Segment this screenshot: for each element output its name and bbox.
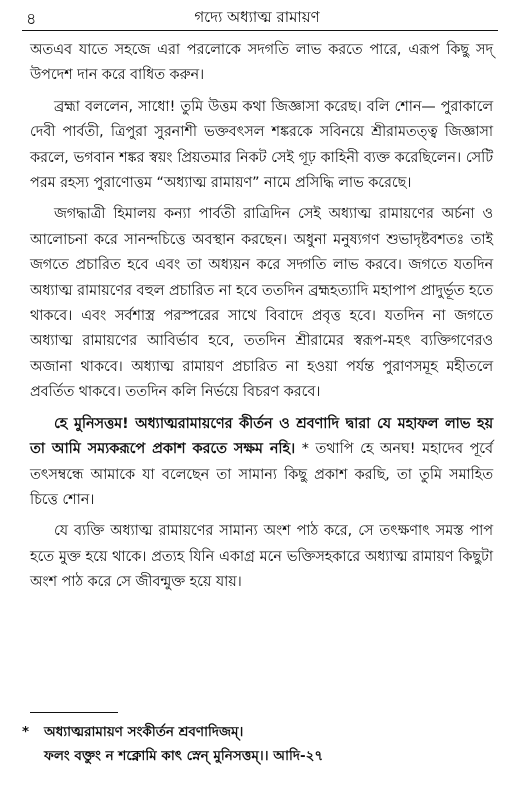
paragraph-4 xyxy=(30,412,493,514)
paragraph-3: জগদ্ধাত্রী হিমালয় কন্যা পার্বতী রাত্রিদিন সেই অধ্যাত্ম রামায়ণের অর্চনা ও আলোচনা করে সানন্দচিত্তে অবস্থান করছেন। অধুনা মনুষ্যগণ শুভাদৃষ্টবশতঃ তাই জগতে প্রচারিত হবে এবং তা অধ্যয়ন করে সদ্গতি লাভ করবে। জগতে যতদিন অধ্যাত্ম রামায়ণের বহুল প্রচারিত না হবে ততদিন ব্রহ্মহত্যাদি মহাপাপ প্রাদুর্ভূত হতে থাকবে। এবং সর্বশাস্ত্র পরস্পরের সাথে বিবাদে প্রবৃত্ত হবে। যতদিন না জগতে অধ্যাত্ম রামায়ণের আবির্ভাব হবে, ততদিন শ্রীরামের স্বরূপ-মহৎ ব্যক্তিগণেরও অজানা থাকবে। অধ্যাত্ম রামায়ণ প্রচারিত না হওয়া পর্যন্ত পুরাণসমূহ মহীতলে প্রবর্তিত থাকবে। ততদিন কলি নির্ভয়ে বিচরণ করবে। xyxy=(30,206,493,401)
footnote-line-2: ফলং বক্তুং ন শক্নোমি কাৎ স্নেন্‌ মুনিসত্তম্‌।। আদি-২৭ xyxy=(44,748,324,764)
page-header xyxy=(0,2,514,28)
paragraph-1: অতএব যাতে সহজে এরা পরলোকে সদগতি লাভ করতে পারে, এরূপ কিছু সদ্‌ উপদেশ দান করে বাধিত করুন। xyxy=(30,42,493,84)
footnote xyxy=(22,720,492,768)
header-rule xyxy=(22,30,498,31)
footnote-marker: * xyxy=(22,724,30,740)
running-title: গদ্যে অধ্যাত্ম রামায়ণ xyxy=(194,8,320,26)
paragraph-5: যে ব্যক্তি অধ্যাত্ম রামায়ণের সামান্য অংশ পাঠ করে, সে তৎক্ষণাৎ সমস্ত পাপ হতে মুক্ত হয়ে থাকে। প্রত্যহ যিনি একাগ্র মনে ভক্তিসহকারে অধ্যাত্ম রামায়ণ কিছুটা অংশ পাঠ করে সে জীবন্মুক্ত হয়ে যায়। xyxy=(30,523,493,591)
page-body xyxy=(30,38,493,596)
paragraph-2: ব্রহ্মা বললেন, সাধো! তুমি উত্তম কথা জিজ্ঞাসা করেছ। বলি শোন— পুরাকালে দেবী পার্বতী, ত্রিপুরা সুরনাশী ভক্তবৎসল শঙ্করকে সবিনয়ে শ্রীরামতত্ত্ব জিজ্ঞাসা করলে, ভগবান শঙ্কর স্বয়ং প্রিয়তমার নিকট সেই গূঢ় কাহিনী ব্যক্ত করেছিলেন। সেটি পরম রহস্য পুরাণোত্তম “অধ্যাত্ম রামায়ণ” নামে প্রসিদ্ধি লাভ করেছে। xyxy=(30,98,493,192)
footnote-rule xyxy=(30,712,118,713)
footnote-line-1: অধ্যাত্মরামায়ণ সংকীর্তন শ্রবণাদিজম্‌। xyxy=(44,724,244,740)
page-number: ৪ xyxy=(26,9,37,28)
paragraph-4-bold: হে মুনিসত্তম! অধ্যাত্মরামায়ণের কীর্তন ও শ্রবণাদি দ্বারা যে মহাফল লাভ হয় তা আমি সম্যকরূপে প্রকাশ করতে সক্ষম নহি। xyxy=(30,415,493,458)
paragraph-4-rest: * তথাপি হে অনঘ! মহাদেব পূর্বে তৎসম্বন্ধে আমাকে যা বলেছেন তা সামান্য কিছু প্রকাশ করছি, তা তুমি সমাহিত চিত্তে শোন। xyxy=(30,441,493,508)
